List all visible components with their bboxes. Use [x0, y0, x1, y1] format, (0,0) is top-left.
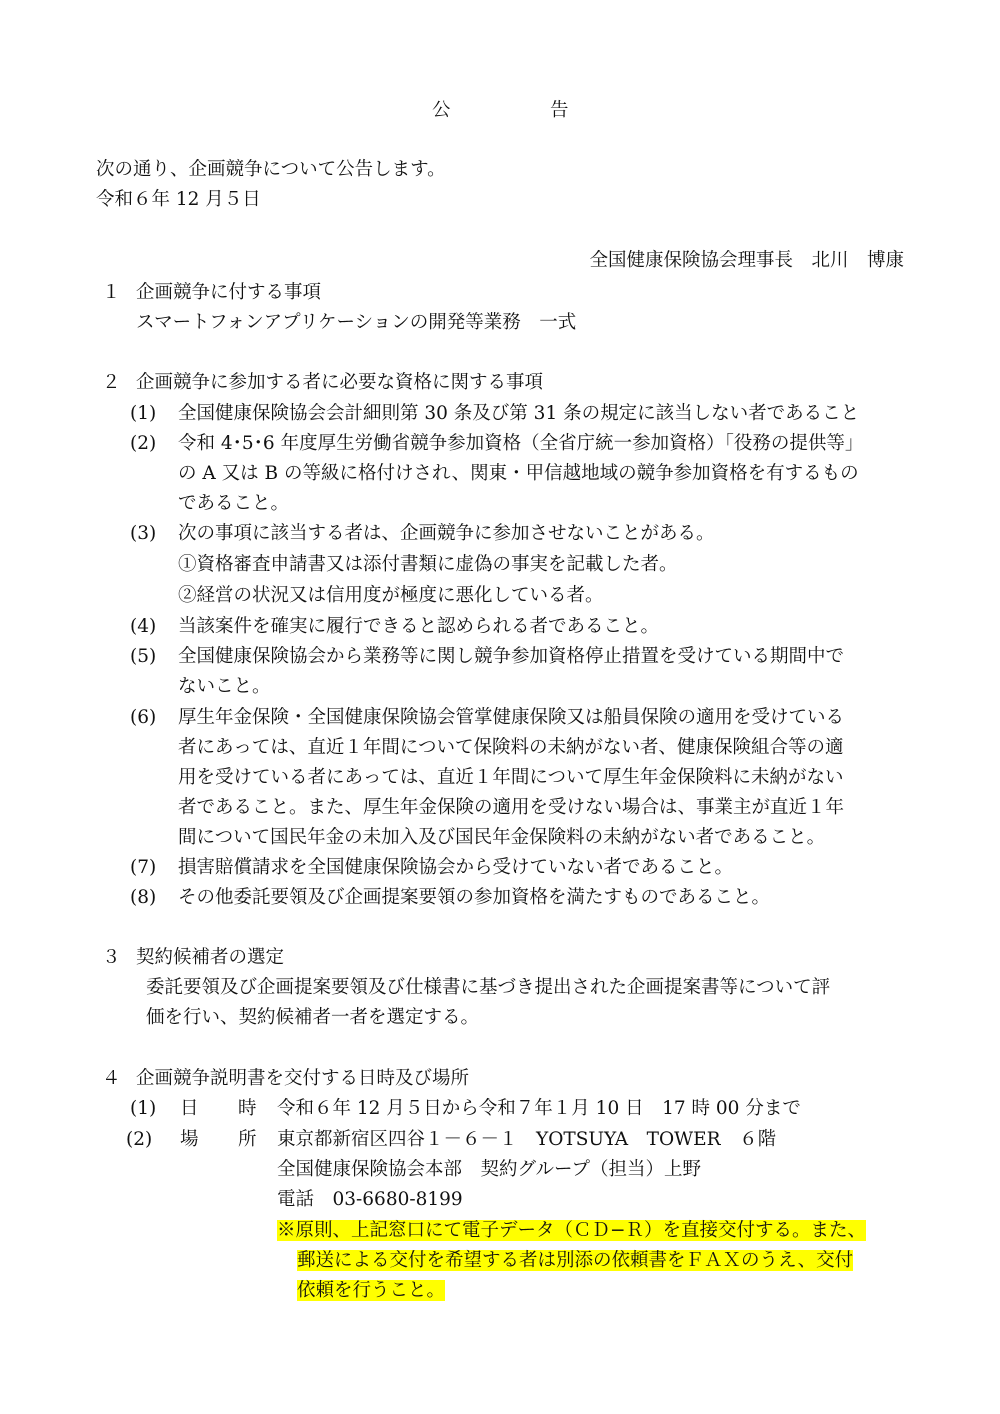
- item-2-8-number: (8): [130, 887, 157, 908]
- section-1-number: １: [102, 282, 121, 303]
- item-2-5-line: ないこと。: [178, 676, 271, 697]
- item-2-3-number: (3): [130, 523, 157, 544]
- section-1-heading: 企画競争に付する事項: [136, 282, 322, 303]
- announcement-date: 令和６年 12 月５日: [96, 189, 261, 210]
- item-2-1-number: (1): [130, 403, 157, 424]
- item-4-2-phone: 電話 03-6680-8199: [277, 1189, 463, 1210]
- item-4-1-value: 令和６年 12 月５日から令和７年１月 10 日 17 時 00 分まで: [277, 1098, 801, 1119]
- highlighted-notice-line: ※原則、上記窓口にて電子データ（ＣＤ−Ｒ）を直接交付する。また、: [277, 1220, 867, 1241]
- section-4-heading: 企画競争説明書を交付する日時及び場所: [136, 1068, 470, 1089]
- title-char-1: 公: [432, 100, 451, 121]
- item-2-3-line: 次の事項に該当する者は、企画競争に参加させないことがある。: [178, 523, 715, 544]
- item-4-2-label: 場: [180, 1129, 199, 1150]
- item-4-1-label: 時: [238, 1098, 257, 1119]
- item-2-6-line: 者であること。また、厚生年金保険の適用を受けない場合は、事業主が直近１年: [178, 797, 845, 818]
- item-2-5-line: 全国健康保険協会から業務等に関し競争参加資格停止措置を受けている期間中で: [178, 646, 845, 667]
- section-2-heading: 企画競争に参加する者に必要な資格に関する事項: [136, 372, 544, 393]
- item-2-4-line: 当該案件を確実に履行できると認められる者であること。: [178, 616, 660, 637]
- issuer-name: 全国健康保険協会理事長 北川 博康: [589, 250, 904, 271]
- intro-text: 次の通り、企画競争について公告します。: [96, 159, 446, 180]
- item-2-3-line: ②経営の状況又は信用度が極度に悪化している者。: [178, 585, 604, 606]
- item-4-2-address: 東京都新宿区四谷１－６－１ YOTSUYA TOWER ６階: [277, 1129, 777, 1150]
- item-2-6-line: 間について国民年金の未加入及び国民年金保険料の未納がない者であること。: [178, 827, 826, 848]
- item-2-6-number: (6): [130, 707, 157, 728]
- item-2-6-line: 厚生年金保険・全国健康保険協会管掌健康保険又は船員保険の適用を受けている: [178, 707, 845, 728]
- item-2-1-line: 全国健康保険協会会計細則第 30 条及び第 31 条の規定に該当しない者であること: [178, 403, 860, 424]
- item-2-7-line: 損害賠償請求を全国健康保険協会から受けていない者であること。: [178, 857, 734, 878]
- highlighted-notice-line: 依頼を行うこと。: [297, 1280, 446, 1301]
- item-2-2-number: (2): [130, 433, 157, 454]
- item-2-7-number: (7): [130, 857, 157, 878]
- item-2-5-number: (5): [130, 646, 157, 667]
- section-2-number: ２: [102, 372, 121, 393]
- item-2-2-line: であること。: [178, 493, 290, 514]
- title-char-2: 告: [550, 100, 569, 121]
- item-2-6-line: 用を受けている者にあっては、直近１年間について厚生年金保険料に未納がない: [178, 767, 844, 788]
- section-3-line: 委託要領及び企画提案要領及び仕様書に基づき提出された企画提案書等について評: [146, 977, 831, 998]
- section-3-number: ３: [102, 947, 121, 968]
- item-4-2-label: 所: [238, 1129, 257, 1150]
- section-3-line: 価を行い、契約候補者一者を選定する。: [146, 1007, 480, 1028]
- item-2-2-line: 令和 4･5･6 年度厚生労働省競争参加資格（全省庁統一参加資格）「役務の提供等」: [178, 433, 864, 454]
- section-4-number: ４: [102, 1068, 121, 1089]
- item-4-2-contact: 全国健康保険協会本部 契約グループ（担当）上野: [277, 1159, 702, 1180]
- item-4-1-label: 日: [180, 1098, 199, 1119]
- section-3-heading: 契約候補者の選定: [136, 947, 285, 968]
- highlighted-notice-line: 郵送による交付を希望する者は別添の依頼書をＦＡＸのうえ、交付: [297, 1250, 854, 1271]
- item-2-8-line: その他委託要領及び企画提案要領の参加資格を満たすものであること。: [178, 887, 771, 908]
- item-2-4-number: (4): [130, 616, 157, 637]
- item-2-3-line: ①資格審査申請書又は添付書類に虚偽の事実を記載した者。: [178, 554, 678, 575]
- item-4-1-number: (1): [130, 1098, 157, 1119]
- section-1-body: スマートフォンアプリケーションの開発等業務 一式: [136, 312, 577, 333]
- item-4-2-number: (2): [126, 1129, 153, 1150]
- item-2-2-line: の A 又は B の等級に格付けされ、関東・甲信越地域の競争参加資格を有するもの: [178, 463, 859, 484]
- item-2-6-line: 者にあっては、直近１年間について保険料の未納がない者、健康保険組合等の適: [178, 737, 844, 758]
